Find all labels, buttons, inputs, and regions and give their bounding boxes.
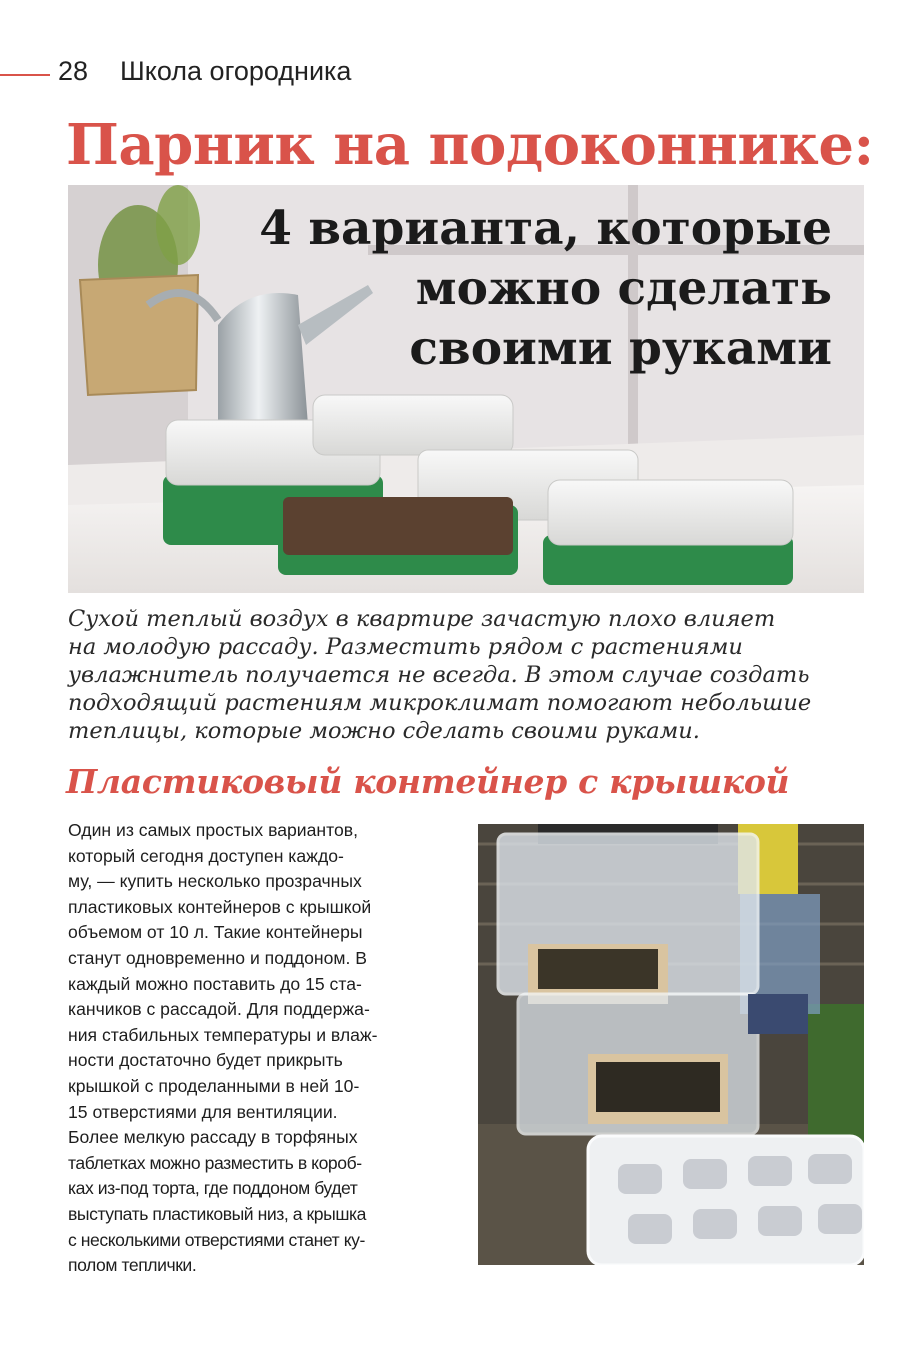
- body-line: 15 отверстиями для вентиляции.: [68, 1101, 338, 1122]
- container-photo: [478, 824, 864, 1265]
- hero-image: [68, 185, 864, 593]
- section-name: Школа огородника: [120, 56, 352, 86]
- body-line: крышкой с проделанными в ней 10-: [68, 1075, 360, 1096]
- body-line: станут одновременно и поддоном. В: [68, 947, 368, 968]
- body-line: объемом от 10 л. Такие контейнеры: [68, 922, 363, 943]
- body-line: таблетках можно разместить в короб-: [68, 1152, 362, 1173]
- subtitle-line: можно сделать: [415, 261, 832, 316]
- body-line: Более мелкую рассаду в торфяных: [68, 1127, 358, 1148]
- body-line: ках из-под торта, где поддоном будет: [68, 1178, 358, 1199]
- article-subtitle: [259, 199, 832, 379]
- body-line: ности достаточно будет прикрыть: [68, 1050, 343, 1071]
- body-line: пластиковых контейнеров с крышкой: [68, 896, 372, 917]
- body-line: му, — купить несколько прозрачных: [68, 871, 362, 892]
- body-line: полом теплички.: [68, 1255, 197, 1276]
- lead-line: Сухой теплый воздух в квартире зачастую плохо влияет: [68, 606, 776, 632]
- lead-line: теплицы, которые можно сделать своими руками.: [68, 718, 700, 744]
- section-heading: Пластиковый контейнер с крышкой: [66, 762, 790, 801]
- body-line: Один из самых простых вариантов,: [68, 820, 358, 840]
- body-line: канчиков с рассадой. Для поддержа-: [68, 999, 370, 1020]
- header-accent-line: [0, 74, 50, 76]
- body-line: который сегодня доступен каждо-: [68, 845, 344, 866]
- page-number: 28: [58, 56, 89, 86]
- subtitle-line: своими руками: [409, 321, 832, 376]
- subtitle-line: 4 варианта, которые: [259, 201, 832, 256]
- body-line: каждый можно поставить до 15 ста-: [68, 973, 362, 994]
- lead-line: на молодую рассаду. Разместить рядом с растениями: [68, 634, 743, 660]
- plastic-containers-illustration: [478, 824, 864, 1265]
- body-line: с несколькими отверстиями станет ку-: [68, 1229, 365, 1250]
- lead-line: подходящий растениям микроклимат помогают небольшие: [68, 690, 812, 716]
- body-line: ния стабильных температуры и влаж-: [68, 1024, 378, 1045]
- lead-paragraph: [68, 605, 858, 745]
- article-title: Парник на подоконнике:: [66, 112, 874, 178]
- body-paragraph: [68, 818, 458, 1279]
- body-line: выступать пластиковый низ, а крышка: [68, 1203, 366, 1224]
- lead-line: увлажнитель получается не всегда. В этом случае создать: [68, 662, 810, 688]
